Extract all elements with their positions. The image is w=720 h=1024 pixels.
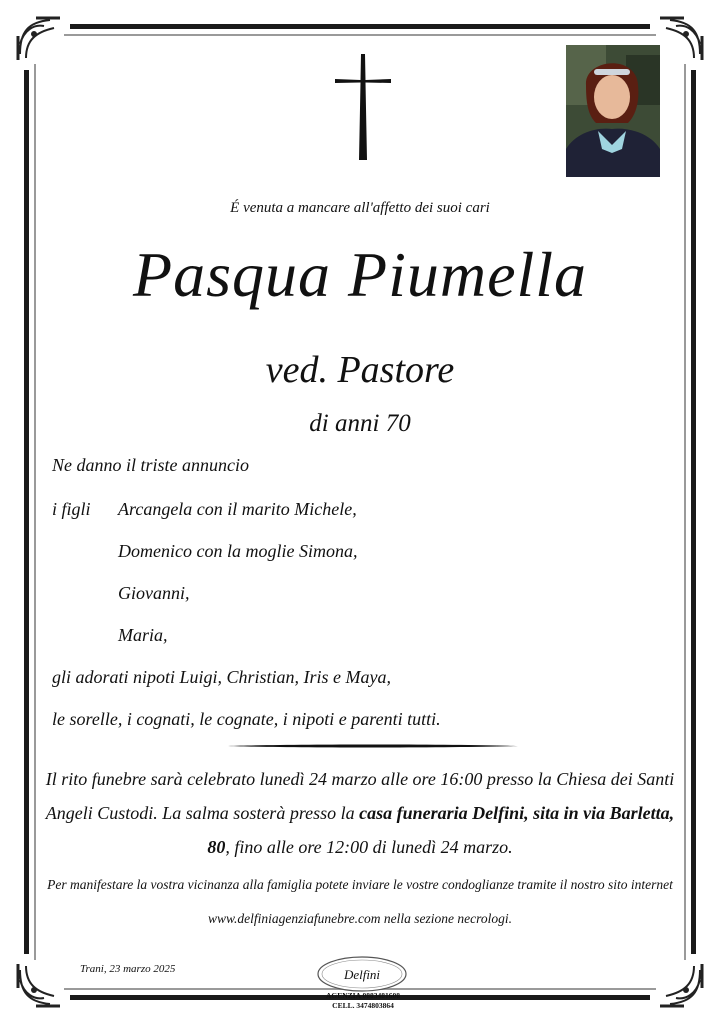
- children-label: i figli: [52, 499, 91, 519]
- relatives-line: le sorelle, i cognati, le cognate, i nipoti e parenti tutti.: [52, 709, 441, 729]
- child-line: Maria,: [118, 625, 168, 645]
- age-text: di anni 70: [309, 410, 411, 437]
- border-line-top: [64, 34, 656, 36]
- funeral-rites-text: [40, 762, 680, 864]
- corner-ornament-icon: [658, 14, 706, 62]
- place-date: Trani, 23 marzo 2025: [80, 963, 176, 975]
- border-line-right: [684, 64, 686, 960]
- intro-text: É venuta a mancare all'affetto dei suoi cari: [230, 200, 490, 216]
- border-bar-top: [70, 24, 650, 29]
- border-line-left: [34, 64, 36, 960]
- latin-cross-icon: [333, 52, 393, 162]
- widow-of: ved. Pastore: [265, 349, 455, 391]
- condolence-note: Per manifestare la vostra vicinanza alla famiglia potete inviare le vostre condoglianze tramite il nostro sito internet www.delfiniagenziafunebre.com nella sezione necrologi.: [47, 877, 673, 926]
- child-line: Giovanni,: [118, 583, 190, 603]
- announce-line: Ne danno il triste annuncio: [52, 455, 249, 475]
- corner-ornament-icon: [658, 962, 706, 1010]
- portrait-photo: [566, 45, 660, 177]
- child-line: Domenico con la moglie Simona,: [118, 541, 358, 561]
- rites-text-end: , fino alle ore 12:00 di lunedì 24 marzo.: [225, 837, 513, 857]
- funeral-home-address: casa funeraria Delfini, sita in via Barletta, 80: [207, 803, 675, 857]
- deceased-name: Pasqua Piumella: [132, 239, 588, 310]
- agency-phone: AGENZIA 0883481608: [326, 991, 400, 1000]
- corner-ornament-icon: [14, 962, 62, 1010]
- grandchildren-line: gli adorati nipoti Luigi, Christian, Iris e Maya,: [52, 667, 392, 687]
- agency-logo: [316, 955, 408, 993]
- rites-text: Il rito funebre sarà celebrato lunedì 24 marzo alle ore 16:00 presso la Chiesa dei Santi Angeli Custodi. La salma sosterà presso la: [45, 769, 675, 823]
- corner-ornament-icon: [14, 14, 62, 62]
- agency-cell: CELL. 3474803864: [332, 1001, 394, 1010]
- agency-logo-text: Delfini: [343, 967, 381, 982]
- divider-line: [228, 743, 518, 749]
- child-line: Arcangela con il marito Michele,: [118, 499, 357, 519]
